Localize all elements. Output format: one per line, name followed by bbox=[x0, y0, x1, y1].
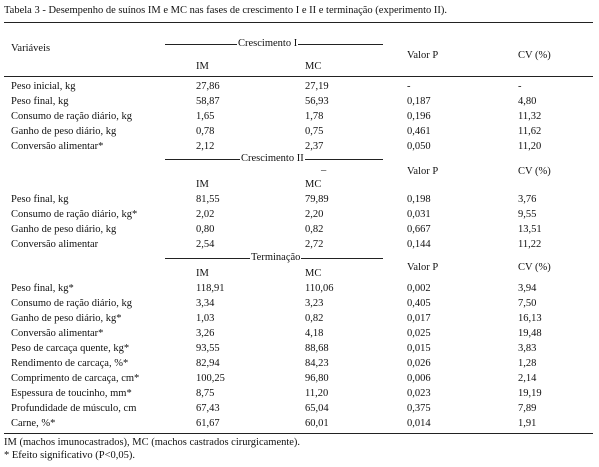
header-bottom-rule bbox=[4, 76, 593, 77]
row-mc-value: 88,68 bbox=[305, 343, 329, 354]
row-im-value: 81,55 bbox=[196, 194, 220, 205]
row-p-value: 0,031 bbox=[407, 209, 431, 220]
row-variable: Conversão alimentar* bbox=[11, 141, 104, 152]
row-cv-value: 3,76 bbox=[518, 194, 537, 205]
row-p-value: 0,002 bbox=[407, 283, 431, 294]
row-variable: Consumo de ração diário, kg bbox=[11, 298, 133, 309]
row-p-value: 0,196 bbox=[407, 111, 431, 122]
table-bottom-rule bbox=[4, 433, 593, 434]
row-variable: Consumo de ração diário, kg* bbox=[11, 209, 138, 220]
row-im-value: 0,78 bbox=[196, 126, 215, 137]
row-cv-value: - bbox=[518, 81, 522, 92]
row-variable: Ganho de peso diário, kg bbox=[11, 126, 117, 137]
row-im-value: 118,91 bbox=[196, 283, 225, 294]
header-valor-p-terminacao: Valor P bbox=[407, 262, 439, 273]
row-mc-value: 56,93 bbox=[305, 96, 329, 107]
group-label-crescimento-ii: Crescimento II bbox=[241, 153, 304, 164]
row-mc-value: 2,20 bbox=[305, 209, 324, 220]
row-mc-value: 27,19 bbox=[305, 81, 329, 92]
row-p-value: 0,187 bbox=[407, 96, 431, 107]
row-variable: Conversão alimentar* bbox=[11, 328, 104, 339]
row-im-value: 8,75 bbox=[196, 388, 215, 399]
row-cv-value: 13,51 bbox=[518, 224, 542, 235]
col-mc-terminacao: MC bbox=[305, 268, 322, 279]
row-p-value: 0,461 bbox=[407, 126, 431, 137]
row-cv-value: 7,50 bbox=[518, 298, 537, 309]
row-cv-value: 3,83 bbox=[518, 343, 537, 354]
row-im-value: 1,03 bbox=[196, 313, 215, 324]
group-label-terminacao: Terminação bbox=[251, 252, 301, 263]
row-p-value: 0,006 bbox=[407, 373, 431, 384]
col-im-crescimento-ii: IM bbox=[196, 179, 209, 190]
header-valor-p: Valor P bbox=[407, 50, 439, 61]
header-valor-p-crescimento-ii: Valor P bbox=[407, 166, 439, 177]
row-mc-value: 2,37 bbox=[305, 141, 324, 152]
col-im-terminacao: IM bbox=[196, 268, 209, 279]
header-cv: CV (%) bbox=[518, 50, 551, 61]
row-p-value: - bbox=[407, 81, 411, 92]
row-mc-value: 79,89 bbox=[305, 194, 329, 205]
row-mc-value: 4,18 bbox=[305, 328, 324, 339]
row-variable: Conversão alimentar bbox=[11, 239, 99, 250]
row-cv-value: 1,28 bbox=[518, 358, 537, 369]
row-mc-value: 65,04 bbox=[305, 403, 329, 414]
header-variaveis: Variáveis bbox=[11, 43, 51, 54]
row-variable: Carne, %* bbox=[11, 418, 56, 429]
row-mc-value: 110,06 bbox=[305, 283, 334, 294]
row-cv-value: 11,22 bbox=[518, 239, 542, 250]
row-cv-value: 19,19 bbox=[518, 388, 542, 399]
row-im-value: 93,55 bbox=[196, 343, 220, 354]
table-top-rule bbox=[4, 22, 593, 23]
group-label-crescimento-i: Crescimento I bbox=[238, 38, 298, 49]
row-p-value: 0,405 bbox=[407, 298, 431, 309]
row-cv-value: 4,80 bbox=[518, 96, 537, 107]
row-p-value: 0,667 bbox=[407, 224, 431, 235]
row-p-value: 0,025 bbox=[407, 328, 431, 339]
row-p-value: 0,017 bbox=[407, 313, 431, 324]
row-p-value: 0,198 bbox=[407, 194, 431, 205]
row-mc-value: 0,82 bbox=[305, 224, 324, 235]
footnote-significance: * Efeito significativo (P<0,05). bbox=[4, 450, 136, 461]
row-cv-value: 11,62 bbox=[518, 126, 542, 137]
row-im-value: 0,80 bbox=[196, 224, 215, 235]
row-cv-value: 11,20 bbox=[518, 141, 542, 152]
row-im-value: 2,54 bbox=[196, 239, 215, 250]
row-im-value: 27,86 bbox=[196, 81, 220, 92]
table-caption: Tabela 3 - Desempenho de suínos IM e MC nas fases de crescimento I e II e terminação (experimento II). bbox=[4, 5, 448, 16]
row-p-value: 0,023 bbox=[407, 388, 431, 399]
row-im-value: 61,67 bbox=[196, 418, 220, 429]
row-mc-value: 96,80 bbox=[305, 373, 329, 384]
row-variable: Rendimento de carcaça, %* bbox=[11, 358, 129, 369]
row-cv-value: 19,48 bbox=[518, 328, 542, 339]
col-mc-crescimento-i: MC bbox=[305, 61, 322, 72]
row-cv-value: 1,91 bbox=[518, 418, 537, 429]
row-p-value: 0,014 bbox=[407, 418, 431, 429]
row-p-value: 0,026 bbox=[407, 358, 431, 369]
row-cv-value: 2,14 bbox=[518, 373, 537, 384]
row-cv-value: 7,89 bbox=[518, 403, 537, 414]
row-im-value: 82,94 bbox=[196, 358, 220, 369]
header-cv-terminacao: CV (%) bbox=[518, 262, 551, 273]
row-cv-value: 16,13 bbox=[518, 313, 542, 324]
row-im-value: 2,12 bbox=[196, 141, 215, 152]
col-mc-crescimento-ii: MC bbox=[305, 179, 322, 190]
row-cv-value: 9,55 bbox=[518, 209, 537, 220]
row-p-value: 0,144 bbox=[407, 239, 431, 250]
row-cv-value: 11,32 bbox=[518, 111, 542, 122]
col-im-crescimento-i: IM bbox=[196, 61, 209, 72]
row-im-value: 100,25 bbox=[196, 373, 225, 384]
header-cv-crescimento-ii: CV (%) bbox=[518, 166, 551, 177]
row-p-value: 0,015 bbox=[407, 343, 431, 354]
row-im-value: 3,34 bbox=[196, 298, 215, 309]
row-mc-value: 0,82 bbox=[305, 313, 324, 324]
row-mc-value: 1,78 bbox=[305, 111, 324, 122]
row-variable: Peso final, kg* bbox=[11, 283, 74, 294]
row-mc-value: 3,23 bbox=[305, 298, 324, 309]
row-variable: Peso final, kg bbox=[11, 194, 69, 205]
row-variable: Comprimento de carcaça, cm* bbox=[11, 373, 140, 384]
row-variable: Ganho de peso diário, kg bbox=[11, 224, 117, 235]
row-variable: Peso inicial, kg bbox=[11, 81, 76, 92]
row-p-value: 0,050 bbox=[407, 141, 431, 152]
row-variable: Espessura de toucinho, mm* bbox=[11, 388, 132, 399]
row-variable: Peso de carcaça quente, kg* bbox=[11, 343, 130, 354]
row-mc-value: 0,75 bbox=[305, 126, 324, 137]
row-mc-value: 60,01 bbox=[305, 418, 329, 429]
row-im-value: 67,43 bbox=[196, 403, 220, 414]
group-dash-crescimento-ii: – bbox=[321, 165, 327, 176]
row-mc-value: 84,23 bbox=[305, 358, 329, 369]
row-variable: Peso final, kg bbox=[11, 96, 69, 107]
row-cv-value: 3,94 bbox=[518, 283, 537, 294]
footnote-abbreviations: IM (machos imunocastrados), MC (machos castrados cirurgicamente). bbox=[4, 437, 301, 448]
row-mc-value: 2,72 bbox=[305, 239, 324, 250]
row-variable: Profundidade de músculo, cm bbox=[11, 403, 137, 414]
row-p-value: 0,375 bbox=[407, 403, 431, 414]
row-variable: Consumo de ração diário, kg bbox=[11, 111, 133, 122]
row-im-value: 3,26 bbox=[196, 328, 215, 339]
row-im-value: 58,87 bbox=[196, 96, 220, 107]
row-mc-value: 11,20 bbox=[305, 388, 329, 399]
row-im-value: 2,02 bbox=[196, 209, 215, 220]
row-im-value: 1,65 bbox=[196, 111, 215, 122]
row-variable: Ganho de peso diário, kg* bbox=[11, 313, 122, 324]
